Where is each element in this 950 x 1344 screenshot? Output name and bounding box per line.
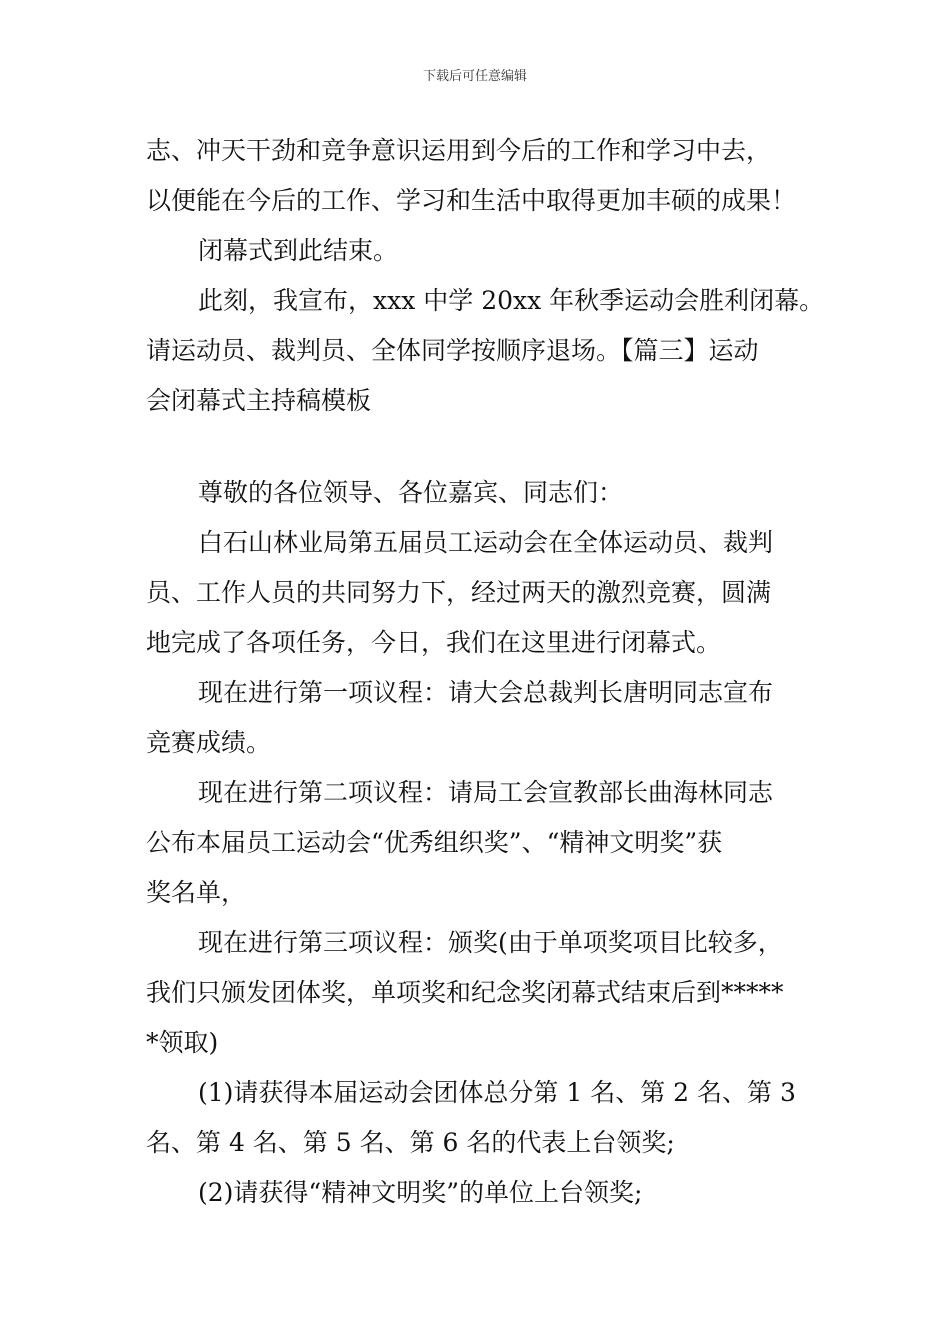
paragraph-line: (2)请获得“精神文明奖”的单位上台领奖; [198,1178,643,1207]
paragraph-line: 员、工作人员的共同努力下，经过两天的激烈竞赛，圆满 [146,578,772,607]
paragraph-line: 现在进行第三项议程：颁奖(由于单项奖项目比较多， [198,928,783,957]
paragraph-line: *领取) [146,1028,219,1057]
paragraph-line: 以便能在今后的工作、学习和生活中取得更加丰硕的成果！ [146,186,797,215]
paragraph-line: 闭幕式到此结束。 [198,236,399,265]
paragraph-line: 请运动员、裁判员、全体同学按顺序退场。【篇三】运动 [146,336,759,365]
page-header: 下载后可任意编辑 [422,69,527,84]
paragraph-line: 奖名单， [146,878,247,907]
document-body [146,126,826,1218]
paragraph-line: 白石山林业局第五届员工运动会在全体运动员、裁判 [198,528,774,557]
paragraph-line: 现在进行第一项议程：请大会总裁判长唐明同志宣布 [198,678,774,707]
section-title-line: 会闭幕式主持稿模板 [146,386,372,415]
paragraph-line: (1)请获得本届运动会团体总分第 1 名、第 2 名、第 3 [198,1078,796,1107]
paragraph-line: 竞赛成绩。 [146,728,272,757]
salutation-line: 尊敬的各位领导、各位嘉宾、同志们： [198,478,624,507]
paragraph-line: 志、冲天干劲和竞争意识运用到今后的工作和学习中去， [146,136,772,165]
paragraph-line: 我们只颁发团体奖，单项奖和纪念奖闭幕式结束后到***** [146,978,784,1007]
paragraph-line: 现在进行第二项议程：请局工会宣教部长曲海林同志 [198,778,774,807]
blank-spacer [146,426,826,468]
paragraph-line: 名、第 4 名、第 5 名、第 6 名的代表上台领奖; [146,1128,675,1157]
paragraph-line: 公布本届员工运动会“优秀组织奖”、“精神文明奖”获 [146,828,723,857]
paragraph-line: 地完成了各项任务，今日，我们在这里进行闭幕式。 [146,628,722,657]
paragraph-line: 此刻，我宣布，xxx 中学 20xx 年秋季运动会胜利闭幕。 [198,286,825,315]
